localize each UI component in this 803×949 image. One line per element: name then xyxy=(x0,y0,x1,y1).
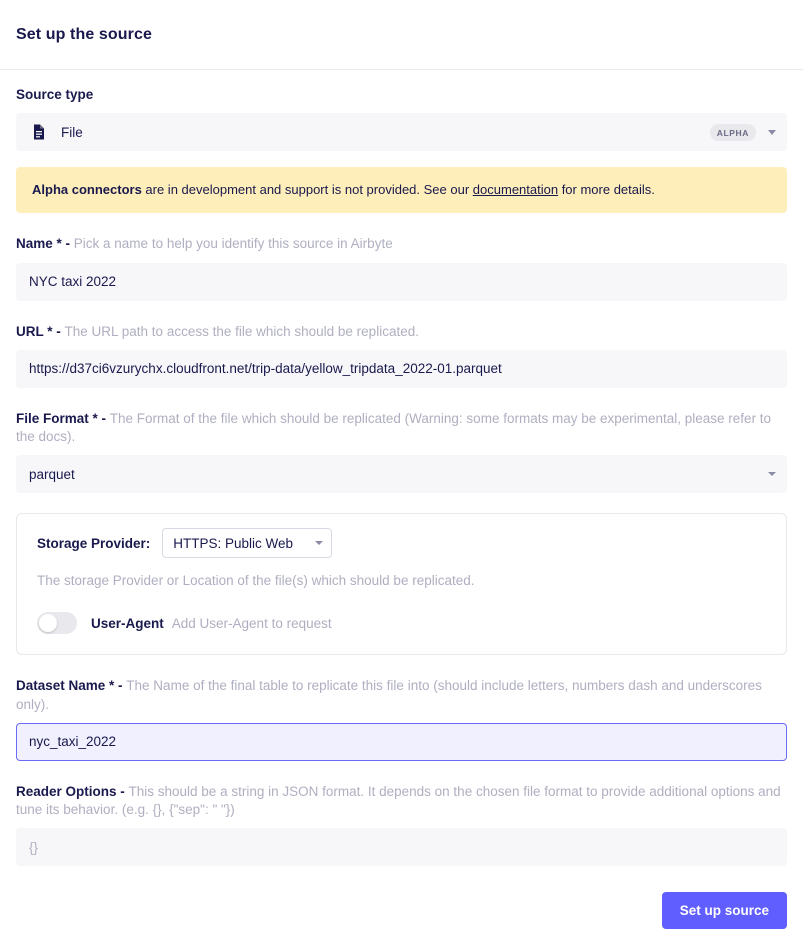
dataset-name-label xyxy=(16,677,787,713)
alpha-badge: ALPHA xyxy=(710,124,756,141)
dataset-name-input[interactable] xyxy=(16,723,787,761)
file-format-hint: The Format of the file which should be replicated (Warning: some formats may be experimental, please refer to the docs). xyxy=(16,410,772,445)
file-format-label xyxy=(16,410,787,446)
dataset-name-field xyxy=(16,677,787,760)
callout-text-before: are in development and support is not provided. See our xyxy=(141,182,473,198)
set-up-source-button[interactable]: Set up source xyxy=(662,892,787,929)
storage-provider-header xyxy=(37,528,766,558)
storage-provider-select[interactable] xyxy=(162,528,332,558)
alpha-connectors-callout xyxy=(16,167,787,213)
source-type-field xyxy=(16,86,787,151)
reader-options-field xyxy=(16,783,787,866)
name-field xyxy=(16,235,787,300)
url-hint: The URL path to access the file which should be replicated. xyxy=(64,323,419,339)
callout-text-after: for more details. xyxy=(558,182,655,198)
storage-provider-value: HTTPS: Public Web xyxy=(173,535,294,551)
toggle-knob xyxy=(39,614,57,632)
reader-options-hint: This should be a string in JSON format. It depends on the chosen file format to provide additional options and tune its behavior. (e.g. {}, {"sep": " "}) xyxy=(16,783,781,817)
url-label-text: URL * - xyxy=(16,323,65,339)
name-label-text: Name * - xyxy=(16,236,74,252)
name-input[interactable] xyxy=(16,263,787,301)
file-format-select[interactable] xyxy=(16,455,787,493)
file-format-value: parquet xyxy=(29,466,75,482)
file-document-icon xyxy=(27,120,51,144)
page-title: Set up the source xyxy=(16,25,152,43)
chevron-down-icon xyxy=(768,472,776,476)
page-header xyxy=(0,0,803,70)
form-body xyxy=(0,70,803,866)
user-agent-label: User-Agent xyxy=(91,615,164,631)
callout-bold-text: Alpha connectors xyxy=(32,182,142,198)
url-field xyxy=(16,323,787,388)
user-agent-toggle-row xyxy=(37,612,766,634)
reader-options-label xyxy=(16,783,787,819)
storage-provider-group xyxy=(16,513,787,655)
source-type-label: Source type xyxy=(16,87,94,102)
user-agent-toggle[interactable] xyxy=(37,612,77,634)
url-label xyxy=(16,323,787,341)
dataset-name-hint: The Name of the final table to replicate this file into (should include letters, numbers dash and underscores only). xyxy=(16,678,762,712)
reader-options-input[interactable] xyxy=(16,828,787,866)
name-hint: Pick a name to help you identify this source in Airbyte xyxy=(73,236,393,252)
url-input[interactable] xyxy=(16,350,787,388)
file-format-field xyxy=(16,410,787,493)
reader-options-label-text: Reader Options - xyxy=(16,783,129,799)
documentation-link[interactable]: documentation xyxy=(472,182,559,198)
file-format-label-text: File Format * - xyxy=(16,410,110,426)
user-agent-hint: Add User-Agent to request xyxy=(171,615,332,631)
storage-provider-description: The storage Provider or Location of the file(s) which should be replicated. xyxy=(37,573,475,589)
form-footer xyxy=(0,866,803,949)
source-type-select[interactable] xyxy=(16,113,787,151)
name-label xyxy=(16,235,787,253)
source-type-value: File xyxy=(61,124,83,140)
chevron-down-icon xyxy=(768,130,776,135)
chevron-down-icon xyxy=(315,541,323,545)
dataset-name-label-text: Dataset Name * - xyxy=(16,678,127,694)
storage-provider-label: Storage Provider: xyxy=(37,535,151,551)
